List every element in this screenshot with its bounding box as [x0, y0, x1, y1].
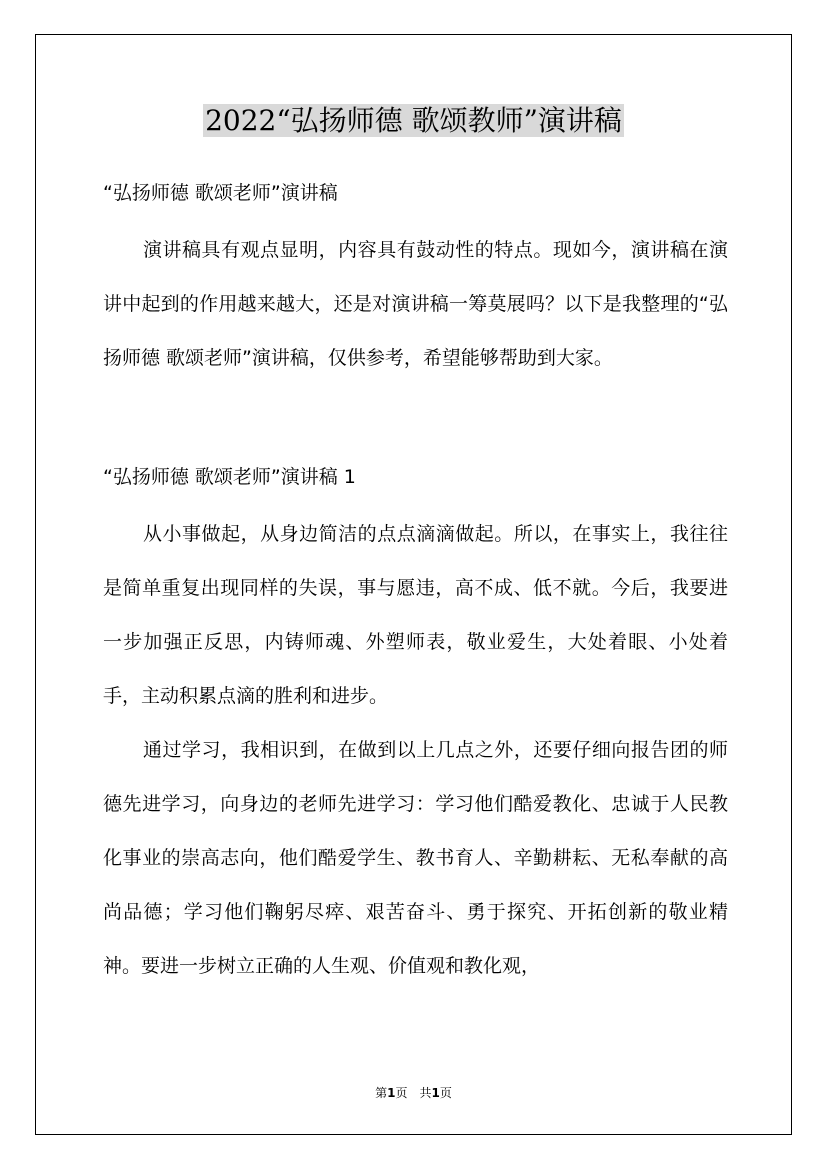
page-number-suffix: 页	[395, 1086, 408, 1100]
document-body	[103, 175, 728, 993]
page-number-prefix: 第	[375, 1086, 388, 1100]
page-total-suffix: 页	[439, 1086, 452, 1100]
page-number-current: 1	[387, 1086, 396, 1100]
document-title-text: 2022“弘扬师德 歌颂教师”演讲稿	[205, 104, 622, 137]
section-heading: “弘扬师德 歌颂老师”演讲稿	[103, 182, 338, 204]
page-total-prefix: 共	[419, 1086, 432, 1100]
page-total: 1	[431, 1086, 440, 1100]
paragraph: 演讲稿具有观点显明，内容具有鼓动性的特点。现如今，演讲稿在演讲中起到的作用越来越大，还是对演讲稿一筹莫展吗？以下是我整理的“弘扬师德 歌颂老师”演讲稿，仅供参考，希望能够帮助到大家。	[103, 239, 728, 369]
document-title	[0, 100, 827, 142]
section-heading: “弘扬师德 歌颂老师”演讲稿 1	[103, 466, 356, 488]
page-footer	[0, 1084, 827, 1101]
paragraph: 通过学习，我相识到，在做到以上几点之外，还要仔细向报告团的师德先进学习，向身边的老师先进学习：学习他们酷爱教化、忠诚于人民教化事业的崇高志向，他们酷爱学生、教书育人、辛勤耕耘、无私奉献的高尚品德；学习他们鞠躬尽瘁、艰苦奋斗、勇于探究、开拓创新的敬业精神。要进一步树立正确的人生观、价值观和教化观，	[103, 739, 728, 977]
paragraph: 从小事做起，从身边简洁的点点滴滴做起。所以，在事实上，我往往是简单重复出现同样的失误，事与愿违，高不成、低不就。今后，我要进一步加强正反思，内铸师魂、外塑师表，敬业爱生，大处着眼、小处着手，主动积累点滴的胜利和进步。	[103, 523, 728, 707]
